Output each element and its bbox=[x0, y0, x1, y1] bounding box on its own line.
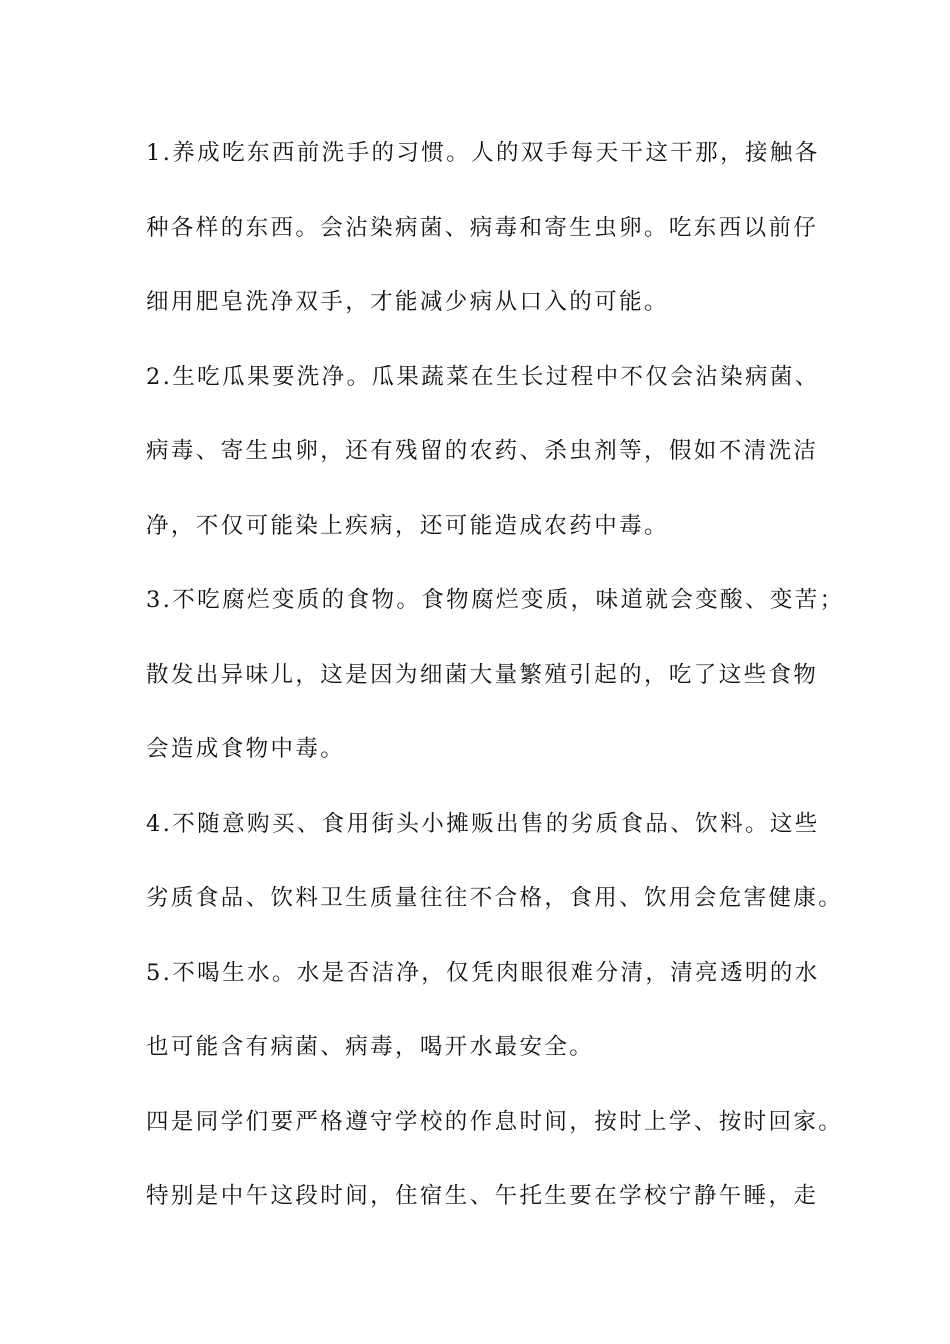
paragraph-line: 劣质食品、饮料卫生质量往往不合格，食用、饮用会危害健康。 bbox=[146, 885, 844, 911]
paragraph-line: 2.生吃瓜果要洗净。瓜果蔬菜在生长过程中不仅会沾染病菌、 bbox=[146, 363, 820, 390]
paragraph-line: 四是同学们要严格遵守学校的作息时间，按时上学、按时回家。 bbox=[146, 1108, 844, 1135]
paragraph-line: 会造成食物中毒。 bbox=[146, 736, 346, 762]
paragraph-line: 净，不仅可能染上疾病，还可能造成农药中毒。 bbox=[146, 512, 669, 539]
paragraph-line: 也可能含有病菌、病毒，喝开水最安全。 bbox=[146, 1034, 595, 1060]
paragraph-line: 散发出异味儿，这是因为细菌大量繁殖引起的，吃了这些食物 bbox=[146, 661, 819, 688]
paragraph-line: 特别是中午这段时间，住宿生、午托生要在学校宁静午睡，走 bbox=[146, 1183, 819, 1209]
paragraph-line: 种各样的东西。会沾染病菌、病毒和寄生虫卵。吃东西以前仔 bbox=[146, 214, 819, 241]
document-body bbox=[146, 130, 846, 1248]
paragraph-line: 3.不吃腐烂变质的食物。食物腐烂变质，味道就会变酸、变苦； bbox=[146, 587, 845, 613]
paragraph-line: 5.不喝生水。水是否洁净，仅凭肉眼很难分清，清亮透明的水 bbox=[146, 959, 820, 986]
paragraph-line: 1.养成吃东西前洗手的习惯。人的双手每天干这干那，接触各 bbox=[146, 140, 820, 166]
paragraph-line: 4.不随意购买、食用街头小摊贩出售的劣质食品、饮料。这些 bbox=[146, 810, 820, 837]
paragraph-line: 病毒、寄生虫卵，还有残留的农药、杀虫剂等，假如不清洗洁 bbox=[146, 438, 819, 464]
paragraph-line: 细用肥皂洗净双手，才能减少病从口入的可能。 bbox=[146, 289, 669, 315]
